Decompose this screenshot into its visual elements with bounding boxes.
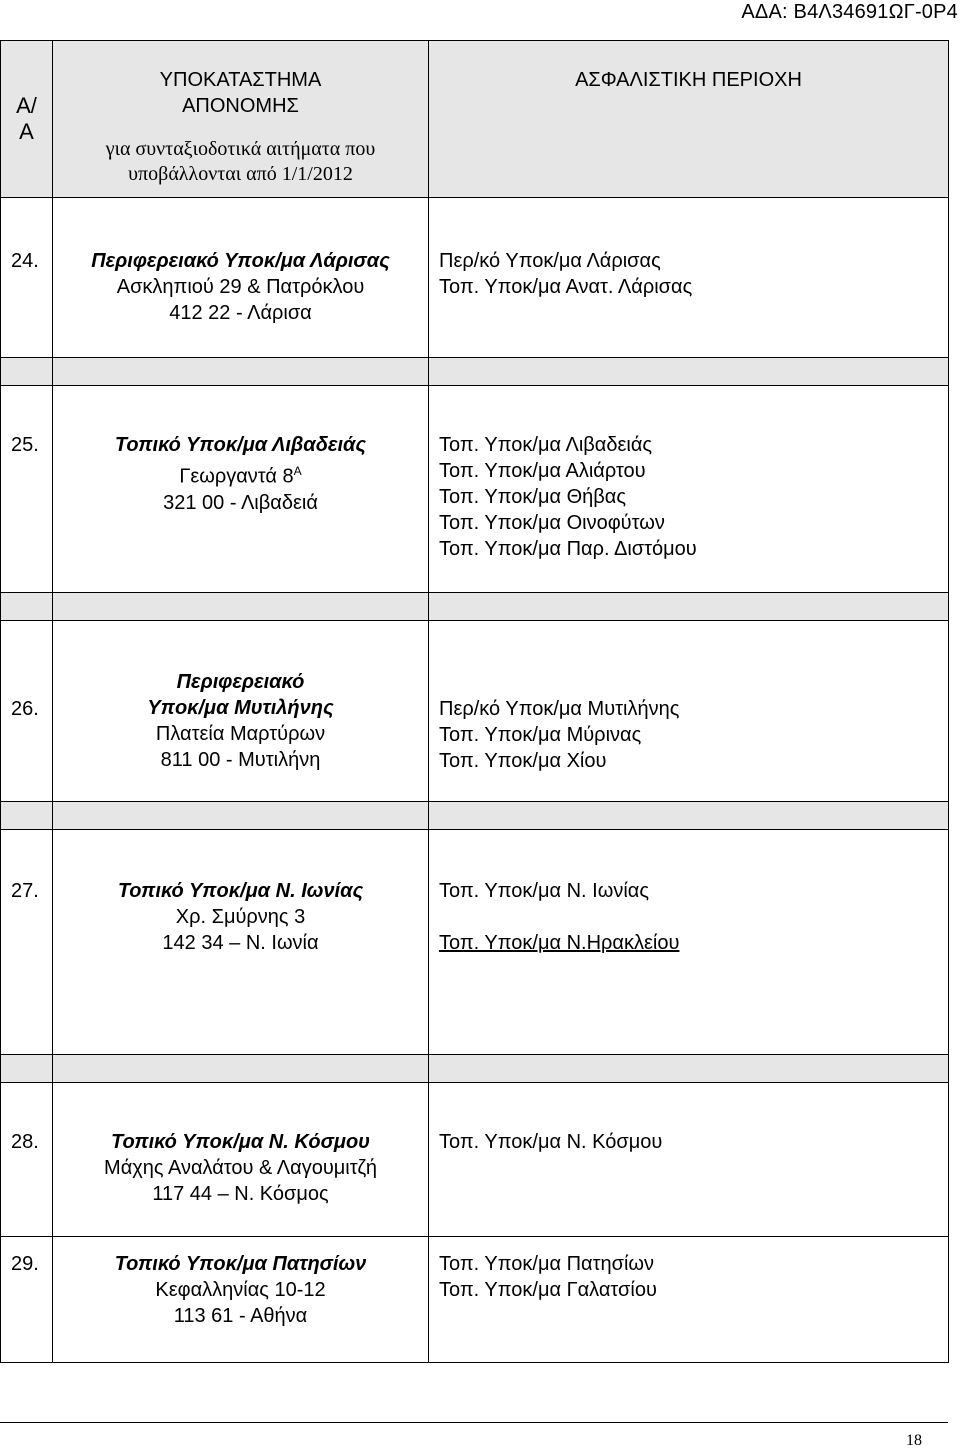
page-number: 18	[906, 1432, 922, 1449]
area-item: Τοπ. Υποκ/μα Παρ. Διστόμου	[439, 538, 697, 560]
area-cell	[429, 830, 949, 1055]
table-header-row	[1, 41, 949, 198]
branch-address: Πλατεία Μαρτύρων	[155, 723, 326, 745]
area-cell	[429, 1237, 949, 1363]
table-row	[1, 1237, 949, 1363]
area-item: Τοπ. Υποκ/μα Λιβαδειάς	[439, 434, 653, 456]
area-cell	[429, 621, 949, 802]
branch-postcode: 113 61 - Αθήνα	[173, 1305, 308, 1327]
row-number: 28.	[1, 1083, 53, 1237]
header-col-branch	[53, 41, 429, 198]
header-col-area: ΑΣΦΑΛΙΣΤΙΚΗ ΠΕΡΙΟΧΗ	[429, 41, 949, 198]
branch-postcode: 412 22 - Λάρισα	[169, 302, 312, 324]
area-item: Τοπ. Υποκ/μα Ν. Κόσμου	[439, 1131, 663, 1153]
row-number: 27.	[1, 830, 53, 1055]
row-number: 24.	[1, 198, 53, 358]
branch-title: Τοπικό Υποκ/μα Ν. Κόσμου	[110, 1131, 370, 1153]
branch-address: Χρ. Σμύρνης 3	[175, 906, 306, 928]
branch-postcode: 321 00 - Λιβαδειά	[163, 491, 318, 514]
branch-cell	[53, 198, 429, 358]
header-branch-line1: ΥΠΟΚΑΤΑΣΤΗΜΑ	[159, 69, 322, 91]
branch-cell	[53, 830, 429, 1055]
area-item: Τοπ. Υποκ/μα Χίου	[439, 750, 607, 772]
branch-title: Τοπικό Υποκ/μα Ν. Ιωνίας	[117, 880, 364, 902]
branch-cell	[53, 1237, 429, 1363]
area-item: Τοπ. Υποκ/μα Θήβας	[439, 486, 626, 508]
area-item: Τοπ. Υποκ/μα Οινοφύτων	[439, 512, 665, 534]
branch-address	[53, 458, 428, 490]
area-item: Τοπ. Υποκ/μα Ανατ. Λάρισας	[439, 276, 693, 298]
branch-address-street: Γεωργαντά 8	[179, 465, 294, 488]
branch-title: Περιφερειακό Υποκ/μα Λάρισας	[91, 250, 390, 272]
branch-title-line2: Υποκ/μα Μυτιλήνης	[147, 697, 334, 719]
insurance-branches-table	[0, 40, 949, 1363]
branch-title: Τοπικό Υποκ/μα Λιβαδειάς	[114, 434, 367, 456]
branch-address-sup: Α	[293, 464, 302, 478]
table-row	[1, 198, 949, 358]
header-col-aa	[1, 41, 53, 198]
header-branch-sub1: για συνταξιοδοτικά αιτήματα που	[105, 138, 376, 160]
area-item: Τοπ. Υποκ/μα Αλιάρτου	[439, 460, 646, 482]
branch-cell	[53, 386, 429, 593]
header-branch-sub2: υποβάλλονται από 1/1/2012	[128, 163, 353, 185]
area-item: Τοπ. Υποκ/μα Μύρινας	[439, 724, 642, 746]
branch-postcode: 811 00 - Μυτιλήνη	[160, 749, 321, 771]
area-item: Τοπ. Υποκ/μα Πατησίων	[439, 1253, 655, 1275]
table-row	[1, 830, 949, 1055]
branch-address: Κεφαλληνίας 10-12	[155, 1279, 326, 1301]
branch-title-line1: Περιφερειακό	[176, 671, 305, 693]
area-item: Τοπ. Υποκ/μα Ν. Ιωνίας	[439, 880, 649, 902]
ada-code: ΑΔΑ: Β4Λ34691ΩΓ-0Ρ4	[741, 1, 958, 23]
branch-address: Μάχης Αναλάτου & Λαγουμιτζή	[104, 1157, 377, 1179]
area-item: Τοπ. Υποκ/μα Γαλατσίου	[439, 1279, 657, 1301]
separator-row	[1, 358, 949, 386]
area-cell	[429, 386, 949, 593]
footer-rule	[0, 1422, 948, 1423]
branch-postcode: 142 34 – Ν. Ιωνία	[162, 932, 319, 954]
branch-postcode: 117 44 – Ν. Κόσμος	[152, 1183, 329, 1205]
area-item-underlined: Τοπ. Υποκ/μα Ν.Ηρακλείου	[439, 932, 680, 954]
header-branch-line2: ΑΠΟΝΟΜΗΣ	[182, 95, 299, 117]
separator-row	[1, 1055, 949, 1083]
area-item: Περ/κό Υποκ/μα Λάρισας	[439, 250, 661, 272]
row-number: 29.	[1, 1237, 53, 1363]
area-cell	[429, 198, 949, 358]
branch-cell	[53, 621, 429, 802]
table-row	[1, 386, 949, 593]
header-aa-line2: Α	[19, 119, 34, 144]
row-number: 26.	[1, 621, 53, 802]
row-number: 25.	[1, 386, 53, 593]
separator-row	[1, 802, 949, 830]
branch-address: Ασκληπιού 29 & Πατρόκλου	[116, 276, 365, 298]
table-row	[1, 621, 949, 802]
header-aa-line1: Α/	[16, 93, 37, 118]
area-item: Περ/κό Υποκ/μα Μυτιλήνης	[439, 698, 680, 720]
branch-cell	[53, 1083, 429, 1237]
area-cell	[429, 1083, 949, 1237]
table-row	[1, 1083, 949, 1237]
separator-row	[1, 593, 949, 621]
branch-title: Τοπικό Υποκ/μα Πατησίων	[114, 1253, 367, 1275]
area-item	[439, 930, 948, 956]
